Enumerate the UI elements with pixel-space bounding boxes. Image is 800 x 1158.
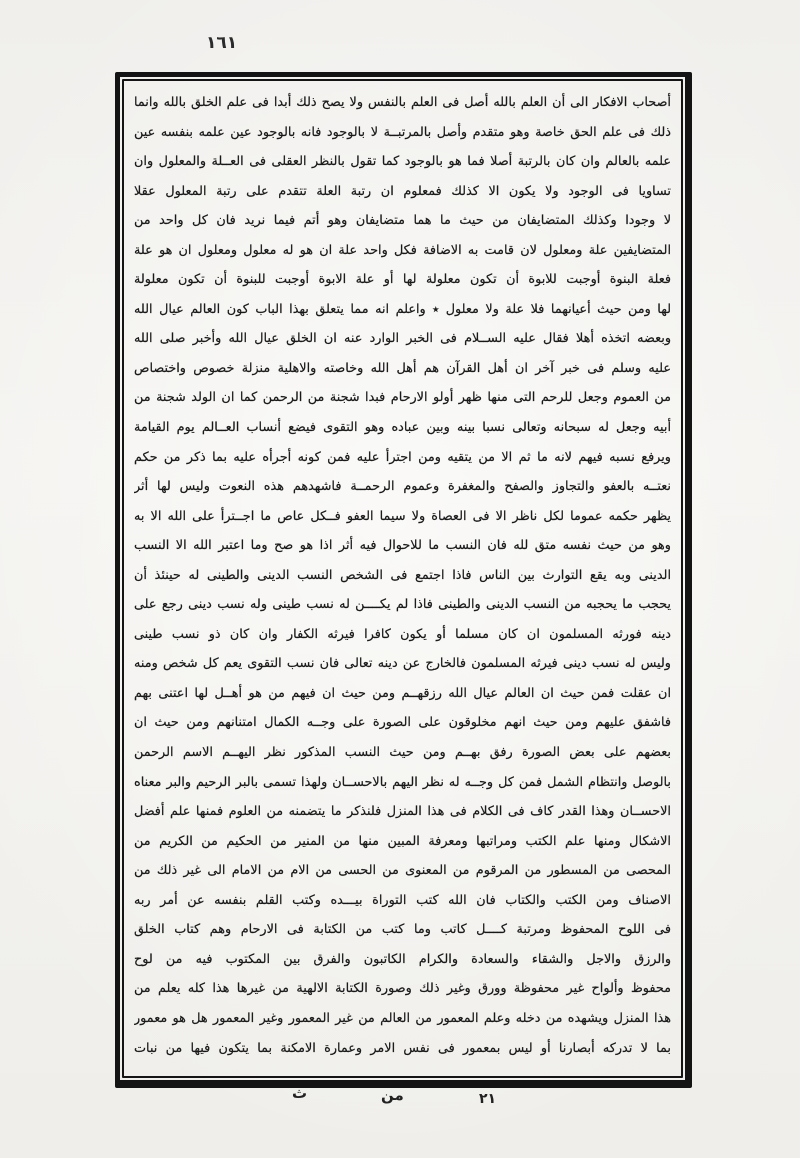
text-line: وليس له نسب دينى فيرثه المسلمون فالخارج عن دينه تعالى فان نسب التقوى يعم كل شخص ومنه bbox=[134, 656, 671, 672]
text-line: فاشفق عليهم ومن حيث انهم مخلوقون على الصورة على وجــه الكمال امتنانهم ومن حيث ان bbox=[134, 715, 671, 731]
page-border-frame bbox=[115, 72, 692, 1088]
text-line: ان عقلت فمن حيث ان العالم عيال الله رزقهــم ومن حيث ان فيهم من هو أهــل لها اعتنى بهم bbox=[134, 685, 671, 701]
text-line: نعتــه بالعفو والتجاوز والصفح والمغفرة وعموم الرحمــة فاشهدهم هذه النعوت وليس لها أثر bbox=[134, 479, 671, 495]
text-line: ويرفع نسبه فيهم لانه ما ثم الا من يتقيه ومن اجترأ عليه فمن كونه أجرأه عليه بما ذكر من حكم bbox=[134, 449, 671, 465]
text-line: أصحاب الافكار الى أن العلم بالله أصل فى العلم بالنفس ولا يصح ذلك أبدا فى علم الخلق بالله وانما bbox=[134, 95, 671, 110]
text-line: دينه فورثه المسلمون ان كان مسلما أو يكون كافرا فيرثه الكفار وان كان ذو نسب طينى bbox=[134, 626, 671, 642]
catchword-left: ث bbox=[292, 1084, 308, 1102]
text-line: بما لا تدركه أبصارنا أو ليس بمعمور فى نفس الامر وعمارة الامكنة بما يتكون فيها من نبات bbox=[134, 1040, 671, 1056]
text-line: بالوصل وانتظام الشمل فمن كل وجــه له نظر اليهم بالاحســان ولهذا تسمى بالبر الرحيم والبر معناه bbox=[134, 774, 671, 790]
text-line: الاصناف ومن الكتب والكتاب فان الله كتب التوراة بيـــده وكتب القلم بنفسه عن أمر ربه bbox=[134, 892, 671, 908]
text-line: علمه بالعالم وان كان بالرتبة أصلا فما هو بالوجود كما تقول بالنظر العقلى فى العــلة والمعلول وان bbox=[134, 154, 671, 170]
text-line: أبيه وجعل له سبحانه وتعالى نسبا بينه وبين عباده وهو التقوى فيضع أنساب العــالم يوم القيامة bbox=[134, 420, 671, 436]
text-line: الاحســان وهذا القدر كاف فى الكلام فى هذا المنزل فلنذكر ما يتضمنه من العلوم فمنها علم أفضل bbox=[134, 804, 671, 820]
text-line: فعلة البنوة أوجبت للابوة أن تكون معلولة لها أو علة الابوة أوجبت للبنوة أن تكون معلولة bbox=[134, 272, 671, 288]
text-line: هذا المنزل ويشهده من دخله وعلم المعمور من العالم من غير المعمور وغير المعمور هل هو معمور bbox=[134, 1010, 671, 1026]
text-line: من العموم وجعل للرحم التى منها ظهر أولو الارحام فبدا شجنة من الرحمن كما ان الولد شجنة من bbox=[134, 390, 671, 406]
text-line: يظهر حكمه عموما لكل ناظر الا فى العصاة ولا سيما العفو فــكل عاص ما اجــترأ على الله الا به bbox=[134, 508, 671, 524]
text-line: تساويا فى الوجود ولا يكون الا كذلك فمعلوم ان رتبة العلة تتقدم على رتبة المعلول عقلا bbox=[134, 183, 671, 199]
text-line: بعضهم على بعض الصورة رفق بهــم ومن حيث النسب المذكور نظر اليهــم الاسم الرحمن bbox=[134, 745, 671, 761]
text-line: ذلك فى علم الحق خاصة وهو متقدم وأصل بالمرتبــة لا بالوجود فانه بالوجود عين علمه بنفسه عين bbox=[134, 124, 671, 140]
text-line: وبعضه اتخذه أهلا فقال عليه الســلام فى الخبر الوارد عنه ان الخلق عيال الله وأخبر صلى الله bbox=[134, 331, 671, 347]
text-line: وهو من حيث نفسه متق لله فان النسب ما للاحوال فيه أثر اذا هو صح وما اعتبر الله الا النسب bbox=[134, 538, 671, 554]
text-line: لها ومن حيث أعيانهما فلا علة ولا معلول ٭ واعلم انه مما يتعلق بهذا الباب كون العالم عيال الله bbox=[134, 301, 671, 317]
quire-number: ٢١ bbox=[479, 1091, 497, 1107]
text-line: المحصى من المسطور من المرقوم من المعنوى من الحسى من الام من الامام الى غير ذلك من bbox=[134, 863, 671, 879]
text-line: المتضايفين علة ومعلول لان قامت به الاضافة فكل واحد علة ان هو له معلول ومعلول ان هو علة bbox=[134, 242, 671, 258]
folio-number: ١٦١ bbox=[206, 33, 238, 53]
page-border-frame-inner bbox=[122, 79, 683, 1078]
text-line: الاشكال ومنها علم الكتب ومراتبها ومعرفة المبين منها من المنير من الحكيم من الكريم من bbox=[134, 833, 671, 849]
text-line: والرزق والاجل والشقاء والسعادة والكرام الكاتبون والفرق بين المكتوب فيه من لوح bbox=[134, 951, 671, 967]
text-line: لا وجودا وكذلك المتضايفان من حيث ما هما متضايفان وهو أتم فيما نريد فان كل واحد من bbox=[134, 213, 671, 229]
text-line: يحجب ما يحجبه من النسب الدينى والطينى فاذا لم يكــــن له نسب طينى وله نسب دينى رجع على bbox=[134, 597, 671, 613]
text-line: الدينى وبه يقع التوارث بين الناس فاذا اجتمع فى الشخص النسب الدينى والطينى له حينئذ أن bbox=[134, 567, 671, 583]
text-line: محفوظ وألواح غير محفوظة وورق وغير ذلك وصورة الكتابة الالهية من غيرها هذا كله يعلم من bbox=[134, 981, 671, 997]
text-line: عليه وسلم فى خبر آخر ان أهل القرآن هم أهل الله وخاصته والاهلية منزلة خصوص واختصاص bbox=[134, 360, 671, 376]
manuscript-text-block bbox=[134, 88, 671, 1063]
text-line: فى اللوح المحفوظ ومرتبة كــــل كاتب وما كتب من الكتابة فى الارحام وهم كتاب الخلق bbox=[134, 922, 671, 938]
catchword-mid: من bbox=[381, 1086, 404, 1104]
